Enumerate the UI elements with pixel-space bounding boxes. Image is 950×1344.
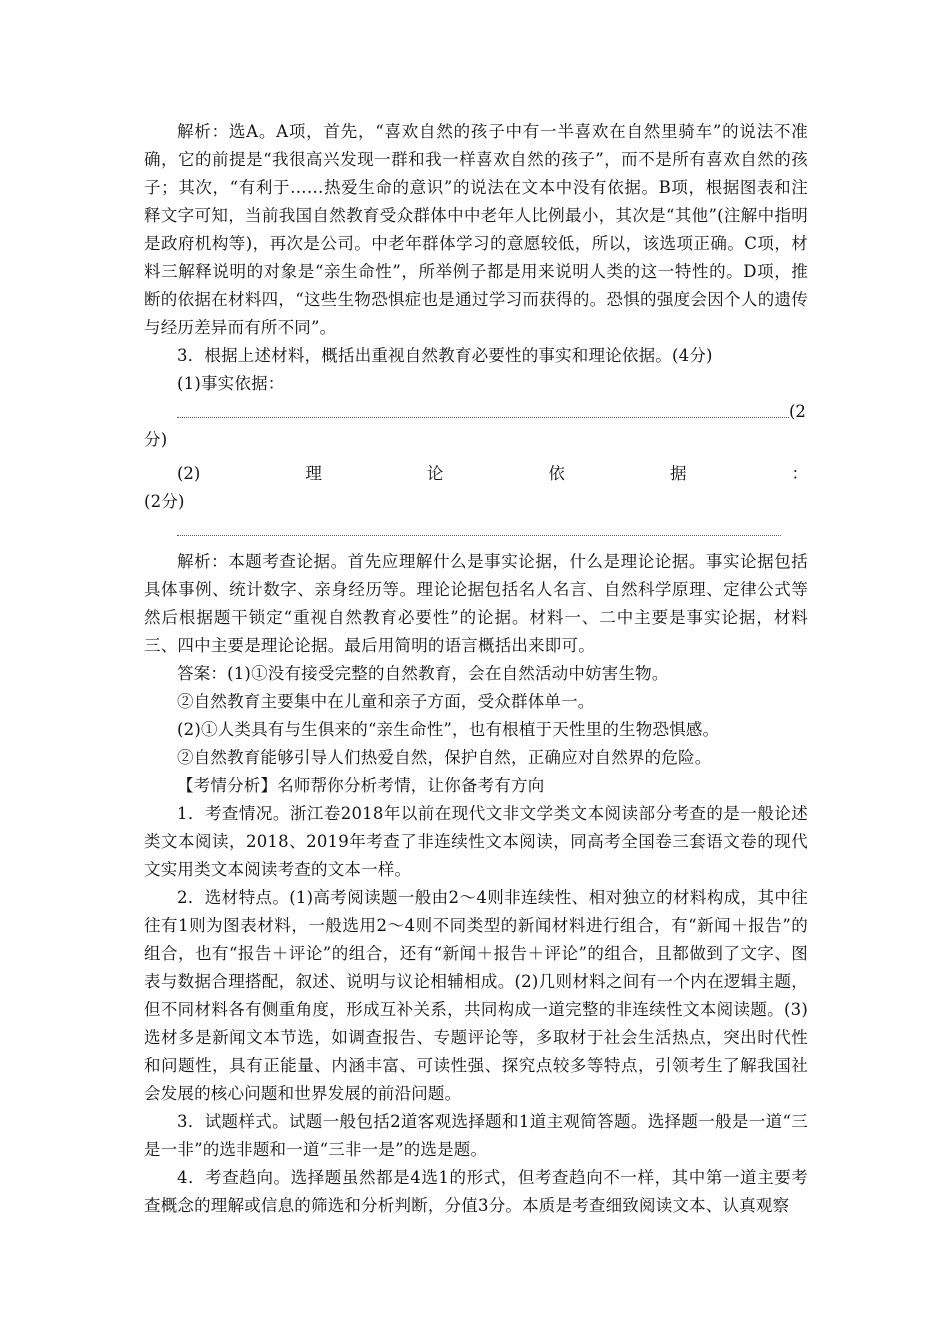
part-2-number: (2) bbox=[177, 464, 201, 483]
question-3: 3．根据上述材料，概括出重视自然教育必要性的事实和理论依据。(4分) bbox=[177, 346, 713, 365]
part-2-char: 依 bbox=[548, 464, 565, 483]
analysis-paragraph-1: 解析：选A。A项，首先，“喜欢自然的孩子中有一半喜欢在自然里骑车”的说法不准确，它的前提是“我很高兴发现一群和我一样喜欢自然的孩子”，而不是所有喜欢自然的孩子；其次，“有利于……热爱生命的意识”的说法在文本中没有依据。B项，根据图表和注释文字可知，当前我国自然教育受众群体中中老年人比例最小，其次是“其他”(注解中指明是政府机构等)，再次是公司。中老年群体学习的意愿较低，所以，该选项正确。C项，材料三解释说明的对象是“亲生命性”，所举例子都是用来说明人类的这一特性的。D项，推断的依据在材料四，“这些生物恐惧症也是通过学习而获得的。恐惧的强度会因个人的遗传与经历差异而有所不同”。 bbox=[144, 122, 808, 337]
answer-blank-2 bbox=[144, 516, 808, 544]
part-2-char: 理 bbox=[305, 464, 322, 483]
question-3-part-1: (1)事实依据： bbox=[177, 374, 285, 393]
exam-analysis-2: 2．选材特点。(1)高考阅读题一般由2～4则非连续性、相对独立的材料构成，其中往往有1则为图表材料，一般选用2～4则不同类型的新闻材料进行组合，有“新闻＋报告”的组合，也有“报告＋评论”的组合，还有“新闻＋报告＋评论”的组合，且都做到了文字、图表与数据合理搭配，叙述、说明与议论相辅相成。(2)几则材料之间有一个内在逻辑主题，但不同材料各有侧重角度，形成互补关系，共同构成一道完整的非连续性文本阅读题。(3)选材多是新闻文本节选，如调查报告、专题评论等，多取材于社会生活热点，突出时代性和问题性，具有正能量、内涵丰富、可读性强、探究点较多等特点，引领考生了解我国社会发展的核心问题和世界发展的前沿问题。 bbox=[144, 888, 808, 1103]
exam-analysis-3: 3．试题样式。试题一般包括2道客观选择题和1道主观简答题。选择题一般是一道“三是一非”的选非题和一道“三非一是”的选是题。 bbox=[144, 1112, 808, 1159]
dotted-blank-line bbox=[177, 521, 781, 536]
exam-analysis-4: 4．考查趋向。选择题虽然都是4选1的形式，但考查趋向不一样，其中第一道主要考查概念的理解或信息的筛选和分析判断，分值3分。本质是考查细致阅读文本、认真观察 bbox=[144, 1168, 808, 1215]
part-2-colon: ： bbox=[791, 464, 808, 483]
part-2-score: (2分) bbox=[144, 492, 185, 511]
dotted-blank-line bbox=[177, 403, 789, 418]
answer-line-2: ②自然教育主要集中在儿童和亲子方面，受众群体单一。 bbox=[177, 692, 595, 711]
answer-line-1: 答案：(1)①没有接受完整的自然教育，会在自然活动中妨害生物。 bbox=[177, 664, 669, 683]
question-3-part-2 bbox=[144, 460, 808, 488]
document-page bbox=[144, 118, 808, 1220]
answer-line-3: (2)①人类具有与生俱来的“亲生命性”，也有根植于天性里的生物恐惧感。 bbox=[177, 720, 720, 739]
answer-blank-1 bbox=[144, 398, 808, 426]
part-2-char: 据 bbox=[669, 464, 687, 483]
analysis-paragraph-2: 解析：本题考查论据。首先应理解什么是事实论据，什么是理论论据。事实论据包括具体事例、统计数字、亲身经历等。理论论据包括名人名言、自然科学原理、定律公式等然后根据题干锁定“重视自然教育必要性”的论据。材料一、二中主要是事实论据，材料三、四中主要是理论论据。最后用简明的语言概括出来即可。 bbox=[144, 552, 808, 655]
score-label-part-b: 分) bbox=[144, 430, 168, 449]
answer-line-4: ②自然教育能够引导人们热爱自然，保护自然，正确应对自然界的危险。 bbox=[177, 748, 712, 767]
exam-analysis-heading: 【考情分析】名师帮你分析考情，让你备考有方向 bbox=[177, 776, 545, 795]
score-label-part-a: (2 bbox=[789, 402, 806, 421]
exam-analysis-1: 1．考查情况。浙江卷2018年以前在现代文非文学类文本阅读部分考查的是一般论述类文本阅读，2018、2019年考查了非连续性文本阅读，同高考全国卷三套语文卷的现代文实用类文本阅读考查的文本一样。 bbox=[144, 804, 808, 879]
part-2-char: 论 bbox=[426, 464, 444, 483]
